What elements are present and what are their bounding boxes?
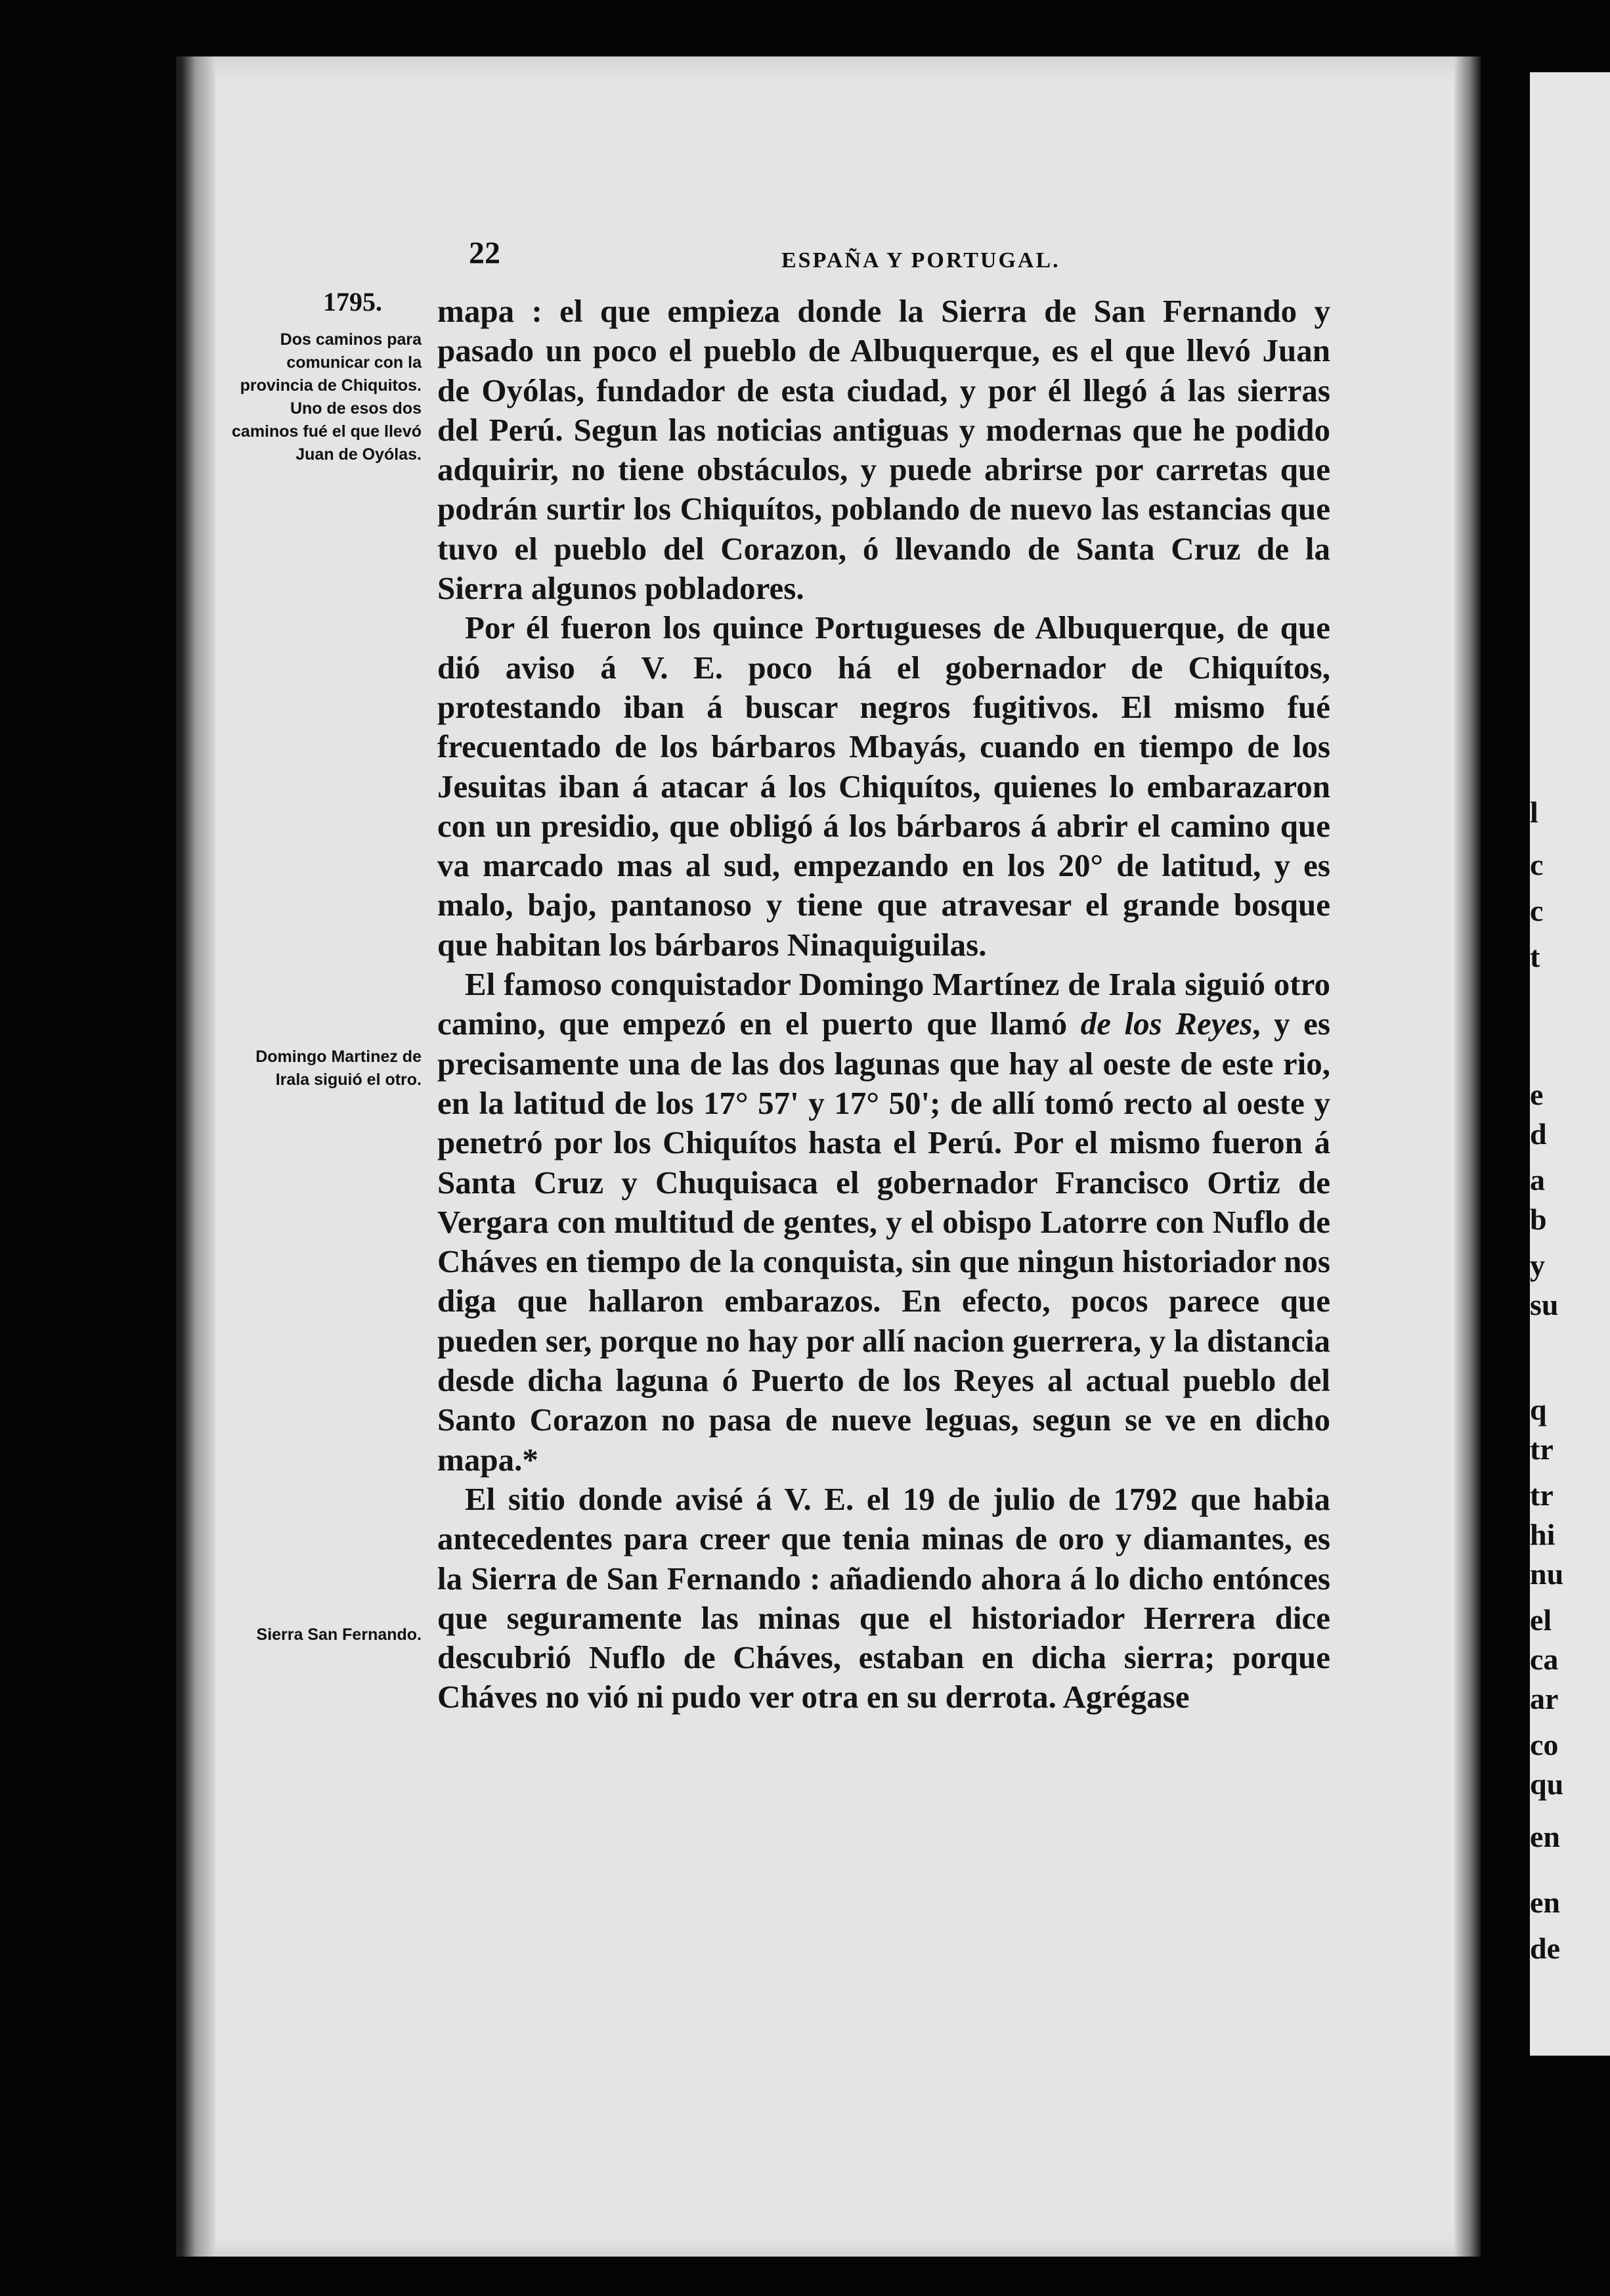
adjacent-letter: l	[1530, 795, 1538, 829]
adjacent-letter: e	[1530, 1078, 1544, 1111]
adjacent-letter: b	[1530, 1203, 1547, 1236]
margin-note-two-roads: Dos caminos para comunicar con la provincia de Chiquitos. Uno de esos dos caminos fué el que llevó Juan de Oyólas.	[232, 330, 422, 464]
adjacent-letter: de	[1530, 1932, 1560, 1965]
running-head: ESPAÑA Y PORTUGAL.	[781, 248, 1060, 273]
adjacent-letter: ar	[1530, 1682, 1559, 1715]
adjacent-letter: y	[1530, 1248, 1545, 1282]
paragraph-3-italic: de los Reyes	[1080, 1005, 1253, 1042]
page-binding-shadow	[176, 56, 215, 2257]
page-number: 22	[469, 236, 500, 271]
adjacent-page-fragment	[1530, 72, 1610, 2056]
adjacent-letter: el	[1530, 1603, 1552, 1637]
adjacent-letter: t	[1530, 940, 1540, 973]
adjacent-letter: su	[1530, 1288, 1559, 1321]
adjacent-letter: tr	[1530, 1432, 1554, 1466]
margin-note-sierra: Sierra San Fernando.	[256, 1625, 422, 1644]
paragraph-3	[437, 965, 1330, 1480]
body-text	[437, 292, 1330, 1717]
adjacent-letter: a	[1530, 1163, 1545, 1197]
paragraph-3-start: El famoso conquistador Domingo Martínez de Irala siguió otro camino, que empezó en el puerto que llamó	[437, 966, 1330, 1042]
adjacent-letter: co	[1530, 1728, 1559, 1761]
adjacent-letter: q	[1530, 1393, 1547, 1426]
paragraph-3-end: , y es precisamente una de las dos lagunas que hay al oeste de este rio, en la latitud de los 17° 57' y 17° 50'; de allí tomó recto al oeste y penetró por los Chiquítos hasta el Perú. Por el mismo fueron á Santa Cruz y Chuquisaca el gobernador Francisco Ortiz de Vergara con multitud de gentes, y el obispo Latorre con Nuflo de Cháves en tiempo de la conquista, sin que ningun historiador nos diga que hallaron embarazos. En efecto, pocos parece que pueden ser, porque no hay por allí nacion guerrera, y la distancia desde dicha laguna ó Puerto de los Reyes al actual pueblo del Santo Corazon no pasa de nueve leguas, segun se ve en dicho mapa.*	[437, 1005, 1330, 1478]
paragraph-1: mapa : el que empieza donde la Sierra de San Fernando y pasado un poco el pueblo de Albuquerque, es el que llevó Juan de Oyólas, fundador de esta ciudad, y por él llegó á las sierras del Perú. Segun las noticias antiguas y modernas que he podido adquirir, no tiene obstáculos, y puede abrirse por carretas que podrán surtir los Chiquítos, poblando de nuevo las estancias que tuvo el pueblo del Corazon, ó llevando de Santa Cruz de la Sierra algunos pobladores.	[437, 293, 1330, 607]
margin-note-irala: Domingo Martinez de Irala siguió el otro.	[255, 1048, 422, 1089]
adjacent-letter: ca	[1530, 1643, 1559, 1676]
paragraph-4: El sitio donde avisé á V. E. el 19 de julio de 1792 que habia antecedentes para creer que tenia minas de oro y diamantes, es la Sierra de San Fernando : añadiendo ahora á lo dicho entónces que seguramente las minas que el historiador Herrera dice descubrió Nuflo de Cháves, estaban en dicha sierra; porque Cháves no vió ni pudo ver otra en su derrota. Agrégase	[437, 1480, 1330, 1715]
adjacent-letter: en	[1530, 1886, 1560, 1919]
page-edge-shadow	[1454, 56, 1481, 2257]
margin-year: 1795.	[323, 287, 382, 317]
adjacent-letter: qu	[1530, 1767, 1564, 1801]
adjacent-letter: nu	[1530, 1557, 1564, 1591]
adjacent-letter: d	[1530, 1117, 1547, 1151]
adjacent-letter: hi	[1530, 1518, 1556, 1551]
paragraph-2: Por él fueron los quince Portugueses de Albuquerque, de que dió aviso á V. E. poco há el gobernador de Chiquítos, protestando iban á buscar negros fugitivos. El mismo fué frecuentado de los bárbaros Mbayás, cuando en tiempo de los Jesuitas iban á atacar á los Chiquítos, quienes lo embarazaron con un presidio, que obligó á los bárbaros á abrir el camino que va marcado mas al sud, empezando en los 20° de latitud, y es malo, bajo, pantanoso y tiene que atravesar el grande bosque que habitan los bárbaros Ninaquiguilas.	[437, 609, 1330, 963]
adjacent-letter: c	[1530, 894, 1544, 927]
adjacent-letter: en	[1530, 1820, 1560, 1853]
adjacent-letter: c	[1530, 848, 1544, 881]
adjacent-letter: tr	[1530, 1478, 1554, 1512]
